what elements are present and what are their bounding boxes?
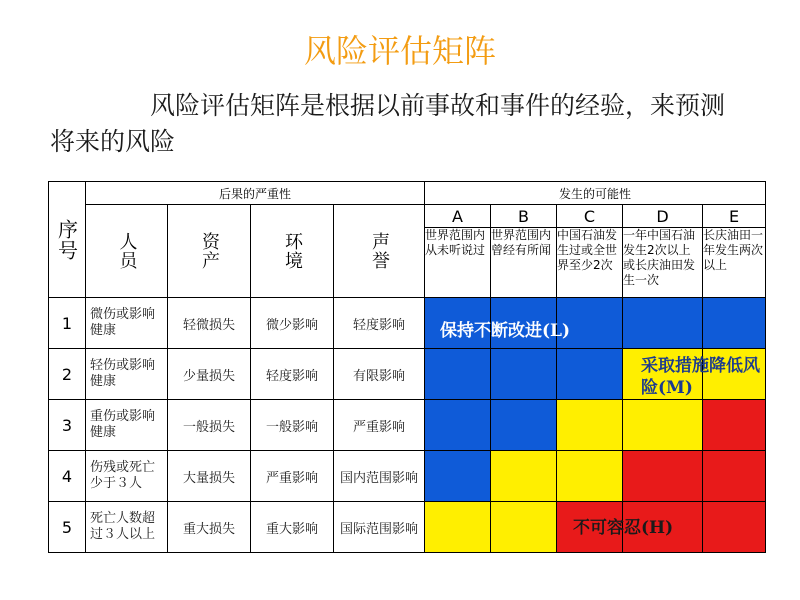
severity-people-cell: 重伤或影响健康 — [86, 400, 168, 451]
severity-col-asset: 资产 — [168, 205, 251, 298]
risk-cell-low — [425, 400, 491, 451]
severity-reputation-cell: 国内范围影响 — [334, 451, 425, 502]
severity-reputation-cell: 国际范围影响 — [334, 502, 425, 553]
severity-people-cell: 微伤或影响健康 — [86, 298, 168, 349]
risk-cell-low — [491, 349, 557, 400]
intro-text: 风险评估矩阵是根据以前事故和事件的经验，来预测将来的风险 — [50, 91, 726, 156]
risk-cell-medium — [557, 400, 623, 451]
matrix-row-3 — [49, 400, 766, 451]
severity-environment-cell: 轻度影响 — [251, 349, 334, 400]
risk-cell-high — [703, 451, 766, 502]
intro-paragraph — [50, 88, 740, 160]
risk-cell-low — [557, 349, 623, 400]
severity-environment-cell: 严重影响 — [251, 451, 334, 502]
index-header: 序号 — [49, 182, 86, 298]
matrix-rows — [49, 298, 766, 553]
risk-label-medium — [641, 355, 771, 399]
severity-reputation-cell: 有限影响 — [334, 349, 425, 400]
risk-cell-low — [425, 451, 491, 502]
severity-environment-cell: 微少影响 — [251, 298, 334, 349]
severity-col-people: 人员 — [86, 205, 168, 298]
severity-asset-cell: 一般损失 — [168, 400, 251, 451]
risk-cell-medium — [623, 400, 703, 451]
severity-environment-cell: 重大影响 — [251, 502, 334, 553]
likelihood-desc-c: 中国石油发生过或全世界至少2次 — [557, 228, 623, 298]
risk-cell-low — [491, 400, 557, 451]
severity-people-cell: 死亡人数超过３人以上 — [86, 502, 168, 553]
row-index: 3 — [49, 400, 86, 451]
risk-cell-medium — [491, 502, 557, 553]
likelihood-letter-c: C — [557, 205, 623, 228]
severity-reputation-cell: 严重影响 — [334, 400, 425, 451]
risk-cell-medium — [557, 451, 623, 502]
likelihood-letter-e: E — [703, 205, 766, 228]
risk-cell-low — [425, 349, 491, 400]
severity-col-environment: 环境 — [251, 205, 334, 298]
likelihood-letter-b: B — [491, 205, 557, 228]
risk-cell-medium — [425, 502, 491, 553]
severity-header: 后果的严重性 — [86, 182, 425, 205]
likelihood-letter-d: D — [623, 205, 703, 228]
risk-cell-high — [623, 451, 703, 502]
matrix-row-4 — [49, 451, 766, 502]
risk-label-medium-text: 采取措施降低风险(M) — [641, 356, 760, 398]
likelihood-header: 发生的可能性 — [425, 182, 766, 205]
severity-people-cell: 轻伤或影响健康 — [86, 349, 168, 400]
severity-people-cell: 伤残或死亡少于３人 — [86, 451, 168, 502]
risk-label-high: 不可容忍(H) — [573, 518, 674, 538]
risk-cell-low — [703, 298, 766, 349]
likelihood-desc-e: 长庆油田一年发生两次以上 — [703, 228, 766, 298]
likelihood-letter-a: A — [425, 205, 491, 228]
row-index: 1 — [49, 298, 86, 349]
risk-cell-medium — [491, 451, 557, 502]
row-index: 5 — [49, 502, 86, 553]
risk-label-low: 保持不断改进(L) — [440, 321, 571, 341]
risk-cell-high — [703, 400, 766, 451]
severity-asset-cell: 大量损失 — [168, 451, 251, 502]
likelihood-desc-b: 世界范围内曾经有所闻 — [491, 228, 557, 298]
severity-asset-cell: 重大损失 — [168, 502, 251, 553]
likelihood-desc-a: 世界范围内从未听说过 — [425, 228, 491, 298]
row-index: 4 — [49, 451, 86, 502]
risk-cell-high — [703, 502, 766, 553]
risk-cell-low — [623, 298, 703, 349]
severity-reputation-cell: 轻度影响 — [334, 298, 425, 349]
likelihood-desc-d: 一年中国石油发生2次以上或长庆油田发生一次 — [623, 228, 703, 298]
severity-col-reputation: 声誉 — [334, 205, 425, 298]
severity-asset-cell: 少量损失 — [168, 349, 251, 400]
severity-asset-cell: 轻微损失 — [168, 298, 251, 349]
severity-environment-cell: 一般影响 — [251, 400, 334, 451]
matrix-row-1 — [49, 298, 766, 349]
row-index: 2 — [49, 349, 86, 400]
page-title: 风险评估矩阵 — [303, 32, 496, 70]
